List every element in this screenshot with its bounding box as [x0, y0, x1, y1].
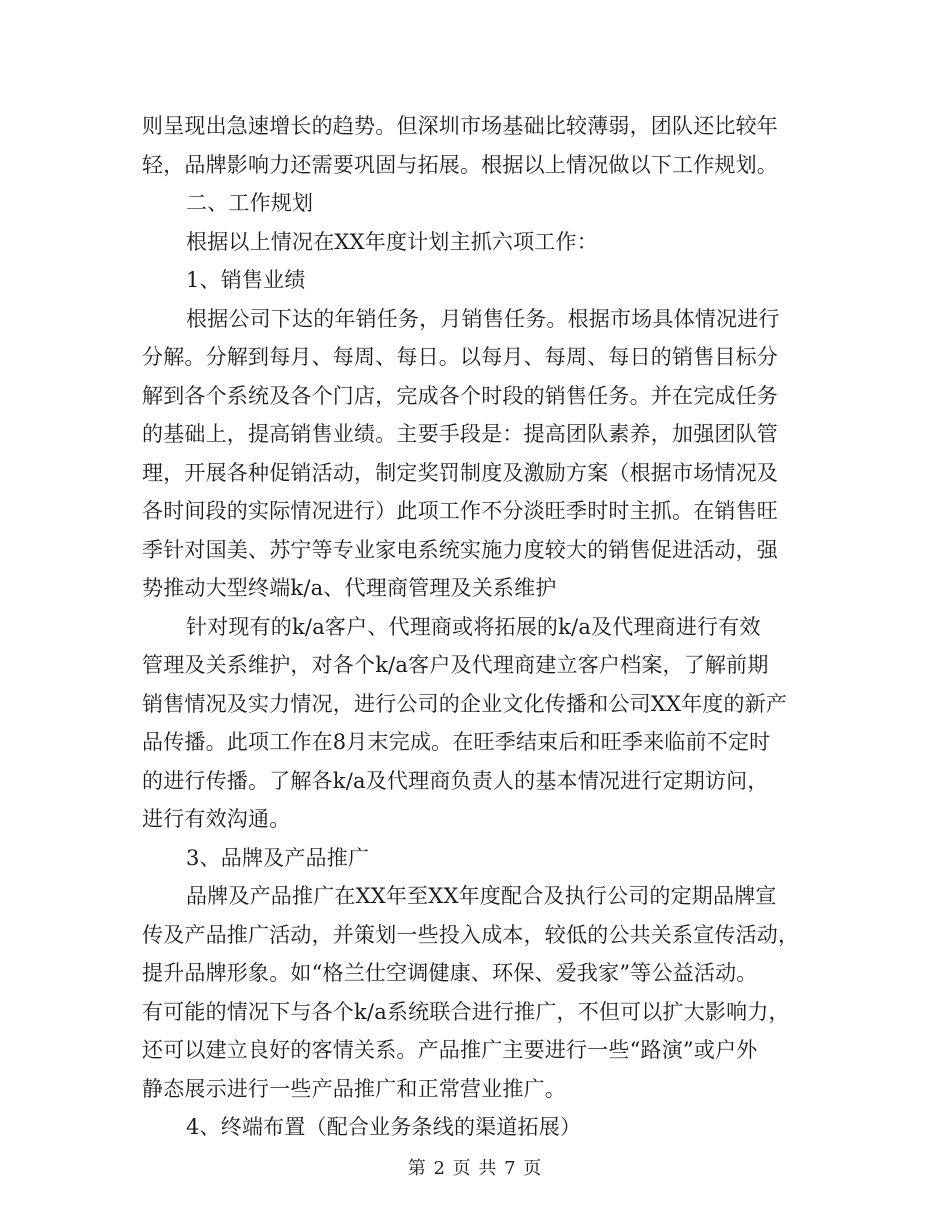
- text-line: 提升品牌形象。如“格兰仕空调健康、环保、爱我家”等公益活动。: [142, 961, 758, 985]
- text-line: 轻，品牌影响力还需要巩固与拓展。根据以上情况做以下工作规划。: [142, 152, 778, 177]
- text-line: 解到各个系统及各个门店，完成各个时段的销售任务。并在完成任务: [142, 383, 778, 408]
- text-line: 根据公司下达的年销任务，月销售任务。根据市场具体情况进行: [186, 306, 780, 331]
- text-line: 还可以建立良好的客情关系。产品推广主要进行一些“路演”或户外: [142, 1038, 758, 1062]
- text-line: 静态展示进行一些产品推广和正常营业推广。: [142, 1076, 566, 1101]
- text-line: 势推动大型终端k/a、代理商管理及关系维护: [142, 576, 557, 600]
- text-line: 根据以上情况在XX年度计划主抓六项工作：: [186, 229, 598, 254]
- text-line: 3、品牌及产品推广: [186, 845, 370, 870]
- text-line: 进行有效沟通。: [142, 807, 291, 831]
- text-line: 销售情况及实力情况，进行公司的企业文化传播和公司XX年度的新产: [142, 691, 788, 716]
- text-line: 季针对国美、苏宁等专业家电系统实施力度较大的销售促进活动，强: [142, 537, 778, 562]
- text-line: 品牌及产品推广在XX年至XX年度配合及执行公司的定期品牌宣: [186, 884, 777, 908]
- text-line: 则呈现出急速增长的趋势。但深圳市场基础比较薄弱，团队还比较年: [142, 114, 778, 138]
- text-line: 针对现有的k/a客户、代理商或将拓展的k/a及代理商进行有效: [186, 614, 761, 639]
- text-line: 各时间段的实际情况进行）此项工作不分淡旺季时时主抓。在销售旺: [142, 499, 778, 523]
- text-line: 传及产品推广活动，并策划一些投入成本，较低的公共关系宣传活动，: [142, 922, 800, 947]
- text-line: 的基础上，提高销售业绩。主要手段是：提高团队素养，加强团队管: [142, 422, 778, 446]
- text-line: 管理及关系维护，对各个k/a客户及代理商建立客户档案，了解前期: [142, 653, 769, 677]
- body-text: [142, 107, 808, 1147]
- text-line: 的进行传播。了解各k/a及代理商负责人的基本情况进行定期访问，: [142, 768, 769, 793]
- page-footer: 第 2 页 共 7 页: [407, 1158, 543, 1179]
- text-line: 品传播。此项工作在8月末完成。在旺季结束后和旺季来临前不定时: [142, 730, 771, 754]
- text-line: 有可能的情况下与各个k/a系统联合进行推广，不但可以扩大影响力，: [142, 999, 790, 1024]
- text-line: 分解。分解到每月、每周、每日。以每月、每周、每日的销售目标分: [142, 345, 778, 369]
- text-line: 二、工作规划: [186, 191, 314, 215]
- text-line: 理，开展各种促销活动，制定奖罚制度及激励方案（根据市场情况及: [142, 460, 778, 485]
- text-line: 4、终端布置（配合业务条线的渠道拓展）: [186, 1115, 582, 1139]
- text-line: 1、销售业绩: [186, 268, 306, 292]
